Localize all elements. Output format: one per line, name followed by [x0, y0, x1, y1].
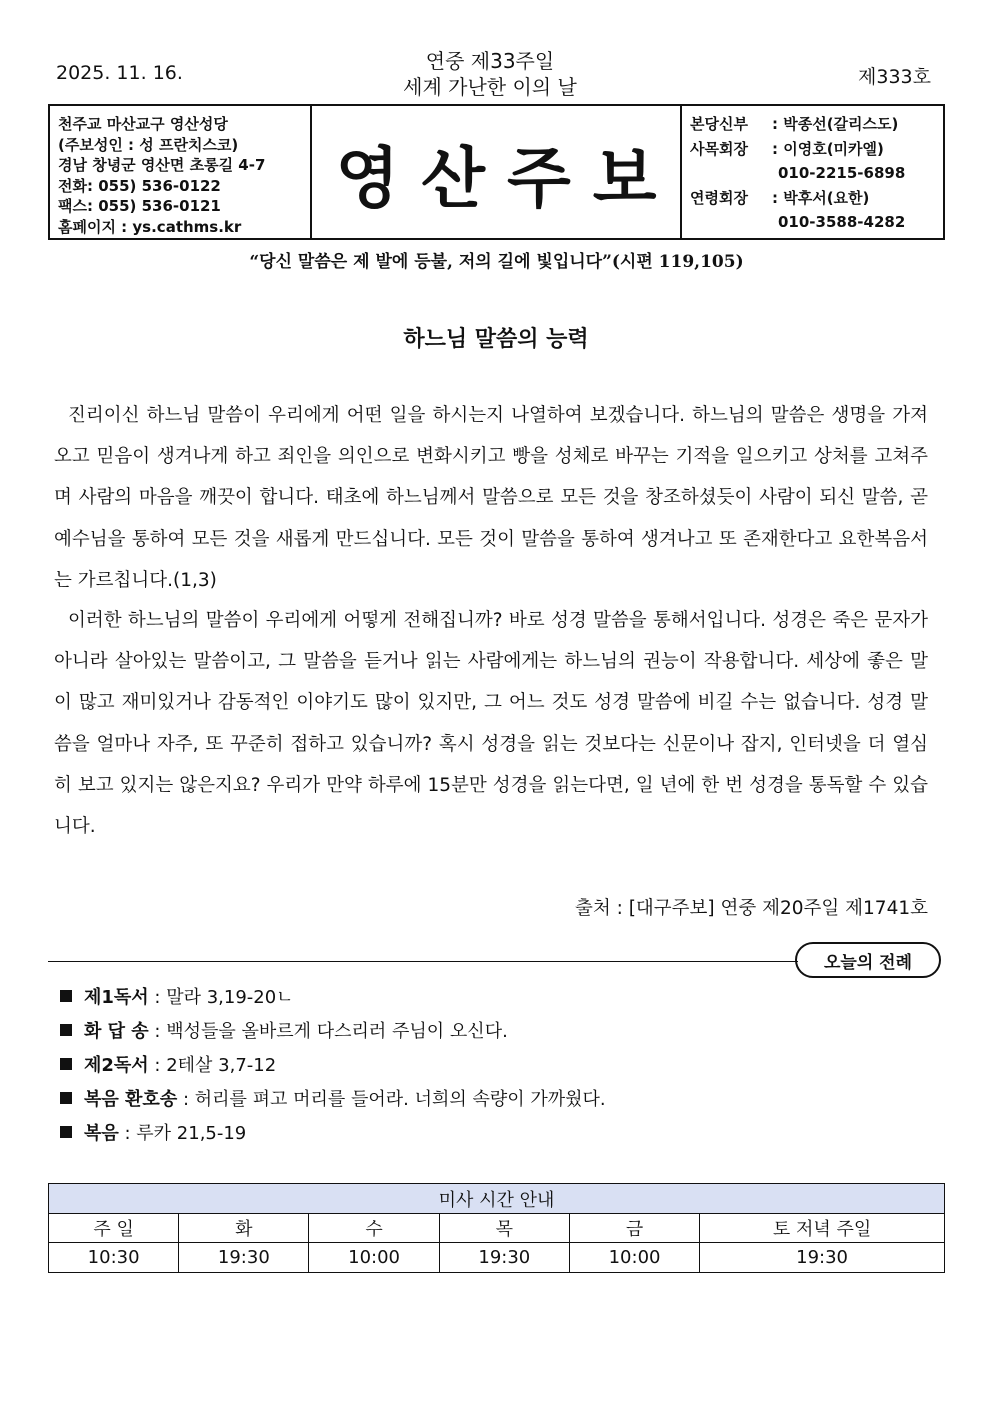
reading-text: : 말라 3,19-20ㄴ: [148, 987, 294, 1008]
reading-text: : 2테살 3,7-12: [148, 1055, 277, 1076]
parish-info: [50, 106, 312, 238]
parish-name: 천주교 마산교구 영산성당: [58, 115, 228, 133]
elder-phone: 010-3588-4282: [778, 213, 906, 231]
elder-role: 연령회장: [690, 188, 748, 207]
reading-text: : 루카 21,5-19: [118, 1123, 247, 1144]
bullet-square-icon: [60, 1024, 72, 1036]
masthead: [48, 104, 945, 240]
reading-label: 제2독서: [84, 1055, 149, 1076]
bullet-square-icon: [60, 1058, 72, 1070]
paper-title: 영산주보: [335, 138, 679, 217]
reading-label: 화 답 송: [84, 1021, 149, 1042]
reading-text: : 허리를 펴고 머리를 들어라. 너희의 속량이 가까웠다.: [177, 1089, 606, 1110]
parish-fax: 팩스: 055) 536-0121: [58, 197, 221, 215]
liturgical-day-line2: 세계 가난한 이의 날: [403, 75, 577, 99]
staff-info: [680, 106, 943, 238]
parish-phone: 전화: 055) 536-0122: [58, 176, 221, 195]
time-cell: 19:30: [439, 1243, 569, 1273]
council-phone: 010-2215-6898: [778, 164, 906, 182]
mass-schedule-table: [48, 1183, 945, 1273]
pastor-name: : 박종선(갈리스도): [772, 115, 899, 133]
issue-date: 2025. 11. 16.: [56, 62, 183, 84]
patron-saint: (주보성인 : 성 프란치스코): [58, 135, 239, 154]
article-title: 하느님 말씀의 능력: [403, 327, 589, 352]
pastor-role: 본당신부: [690, 115, 748, 133]
day-cell: 수: [309, 1214, 439, 1243]
day-cell: 목: [439, 1214, 569, 1243]
council-row: [690, 137, 943, 162]
reading-label: 제1독서: [84, 987, 149, 1008]
elder-phone-row: [690, 210, 943, 235]
council-phone-row: [690, 161, 943, 186]
liturgy-badge: 오늘의 전례: [795, 942, 941, 978]
day-cell: 토 저녁 주일: [700, 1214, 945, 1243]
reading-item: [60, 1051, 276, 1077]
council-role: 사목회장: [690, 139, 748, 158]
paper-title-area: [312, 106, 680, 238]
reading-item: [60, 1017, 508, 1043]
bullet-square-icon: [60, 1126, 72, 1138]
time-cell: 10:30: [49, 1243, 179, 1273]
section-divider: [48, 961, 798, 962]
article-paragraph-1: 진리이신 하느님 말씀이 우리에게 어떤 일을 하시는지 나열하여 보겠습니다. 하느님의 말씀은 생명을 가져오고 믿음이 생겨나게 하고 죄인을 의인으로 변화시키고 빵을 성체로 바꾸는 기적을 일으키고 상처를 고쳐주며 사람의 마음을 깨끗이 합니다. 태초에 하느님께서 말씀으로 모든 것을 창조하셨듯이 사람이 되신 말씀, 곧 예수님을 통하여 모든 것을 새롭게 만드십니다. 모든 것이 말씀을 통하여 생겨나고 또 존재한다고 요한복음서는 가르칩니다.(1,3): [54, 405, 928, 591]
day-cell: 금: [569, 1214, 699, 1243]
reading-label: 복음: [84, 1123, 119, 1144]
time-cell: 19:30: [179, 1243, 309, 1273]
issue-number: 제333호: [858, 66, 931, 88]
time-cell: 10:00: [569, 1243, 699, 1273]
pastor-row: [690, 112, 943, 137]
council-name: : 이영호(미카엘): [772, 139, 884, 158]
liturgical-day-line1: 연중 제33주일: [425, 49, 555, 73]
day-cell: 주 일: [49, 1214, 179, 1243]
table-caption-row: [49, 1184, 945, 1214]
article-paragraph-2: 이러한 하느님의 말씀이 우리에게 어떻게 전해집니까? 바로 성경 말씀을 통해서입니다. 성경은 죽은 문자가 아니라 살아있는 말씀이고, 그 말씀을 듣거나 읽는 사람에게는 하느님의 권능이 작용합니다. 세상에 좋은 말이 많고 재미있거나 감동적인 이야기도 많이 있지만, 그 어느 것도 성경 말씀에 비길 수는 없습니다. 성경 말씀을 얼마나 자주, 또 꾸준히 접하고 있습니까? 혹시 성경을 읽는 것보다는 신문이나 잡지, 인터넷을 더 열심히 보고 있지는 않은지요? 우리가 만약 하루에 15분만 성경을 읽는다면, 일 년에 한 번 성경을 통독할 수 있습니다.: [54, 610, 928, 838]
liturgical-day: [300, 48, 680, 100]
reading-text: : 백성들을 올바르게 다스리러 주님이 오신다.: [148, 1021, 508, 1042]
table-header-row: [49, 1214, 945, 1243]
parish-address: 경남 창녕군 영산면 초롱길 4-7: [58, 156, 266, 174]
reading-item: [60, 1085, 606, 1111]
parish-homepage: 홈페이지 : ys.cathms.kr: [58, 217, 242, 236]
reading-item: [60, 1119, 246, 1145]
article-source: 출처 : [대구주보] 연중 제20주일 제1741호: [574, 898, 928, 919]
day-cell: 화: [179, 1214, 309, 1243]
time-cell: 19:30: [700, 1243, 945, 1273]
elder-row: [690, 186, 943, 211]
elder-name: : 박후서(요한): [772, 188, 870, 207]
reading-label: 복음 환호송: [84, 1089, 178, 1110]
bullet-square-icon: [60, 990, 72, 1002]
table-row: [49, 1243, 945, 1273]
reading-item: [60, 983, 294, 1009]
bullet-square-icon: [60, 1092, 72, 1104]
scripture-motto: “당신 말씀은 제 발에 등불, 저의 길에 빛입니다”(시편 119,105): [249, 252, 744, 272]
time-cell: 10:00: [309, 1243, 439, 1273]
mass-schedule-title: 미사 시간 안내: [49, 1184, 945, 1214]
